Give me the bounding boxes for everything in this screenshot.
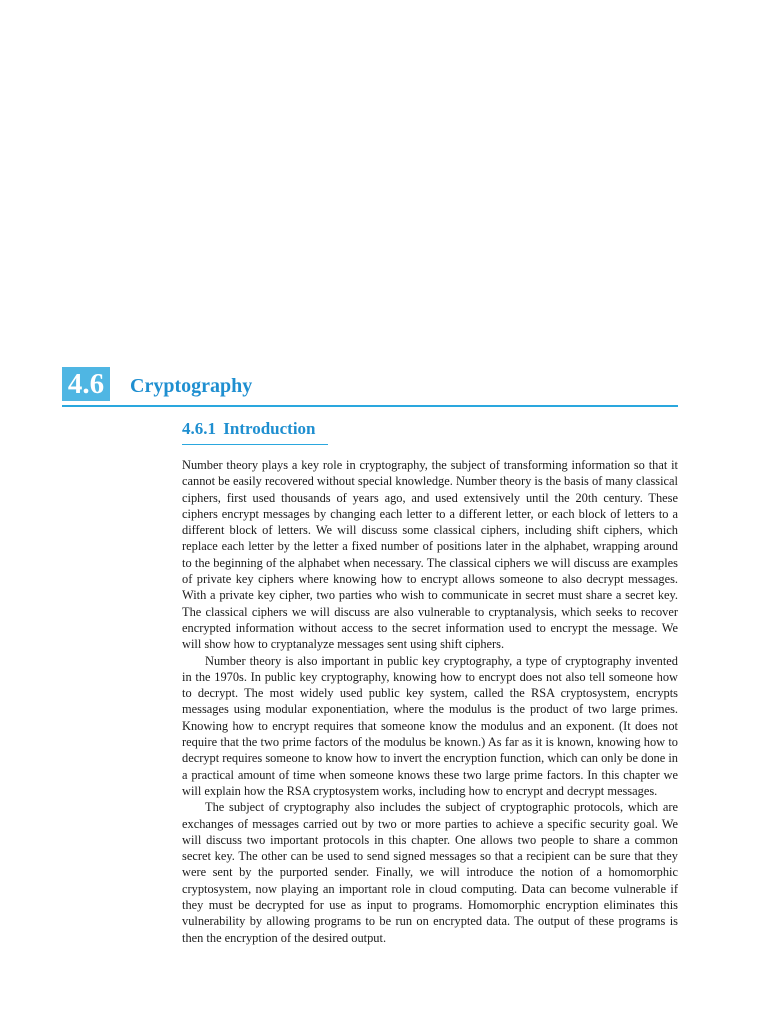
paragraph: Number theory plays a key role in cryptography, the subject of transforming information so that it cannot be easily recovered without special knowledge. Number theory is the basis of many classical ciphers, first used thousands of years ago, and used extensively until the 20th century. These ciphers encrypt messages by changing each letter to a different letter, or each block of letters to a different block of letters. We will discuss some classical ciphers, including shift ciphers, which replace each letter by the letter a fixed number of positions later in the alphabet, wrapping around to the beginning of the alphabet when necessary. The classical ciphers we will discuss are examples of private key ciphers where knowing how to encrypt allows someone to also decrypt messages. With a private key cipher, two parties who wish to communicate in secret must share a secret key. The classical ciphers we will discuss are also vulnerable to cryptanalysis, which seeks to recover encrypted information without access to the secret information used to encrypt the message. We will show how to cryptanalyze messages sent using shift ciphers. bbox=[182, 458, 678, 652]
paragraph: The subject of cryptography also includes the subject of cryptographic protocols, which are exchanges of messages carried out by two or more parties to achieve a specific security goal. We will discuss two important protocols in this chapter. One allows two people to share a common secret key. The other can be used to send signed messages so that a recipient can be sure that they were sent by the purported sender. Finally, we will introduce the notion of a homomorphic cryptosystem, now playing an important role in cloud computing. Data can become vulnerable if they must be decrypted for use as input to programs. Homomorphic encryption eliminates this vulnerability by allowing programs to be run on encrypted data. The output of these programs is then the encryption of the desired output. bbox=[182, 800, 678, 945]
section-header bbox=[62, 367, 678, 407]
subsection-title: 4.6.1 Introduction bbox=[182, 419, 316, 438]
section-title: Cryptography bbox=[130, 375, 253, 397]
paragraph: Number theory is also important in public key cryptography, a type of cryptography invented in the 1970s. In public key cryptography, knowing how to encrypt does not also tell someone how to decrypt. The most widely used public key system, called the RSA cryptosystem, encrypts messages using modular exponentiation, where the modulus is the product of two large primes. Knowing how to encrypt requires that someone know the modulus and an exponent. (It does not require that the two prime factors of the modulus be known.) As far as it is known, knowing how to decrypt requires someone to know how to invert the encryption function, which can only be done in a practical amount of time when someone knows these two large prime factors. In this chapter we will explain how the RSA cryptosystem works, including how to encrypt and decrypt messages. bbox=[182, 653, 678, 798]
body-text bbox=[182, 457, 678, 946]
subsection-header bbox=[182, 418, 328, 445]
section-number: 4.6 bbox=[62, 367, 110, 401]
